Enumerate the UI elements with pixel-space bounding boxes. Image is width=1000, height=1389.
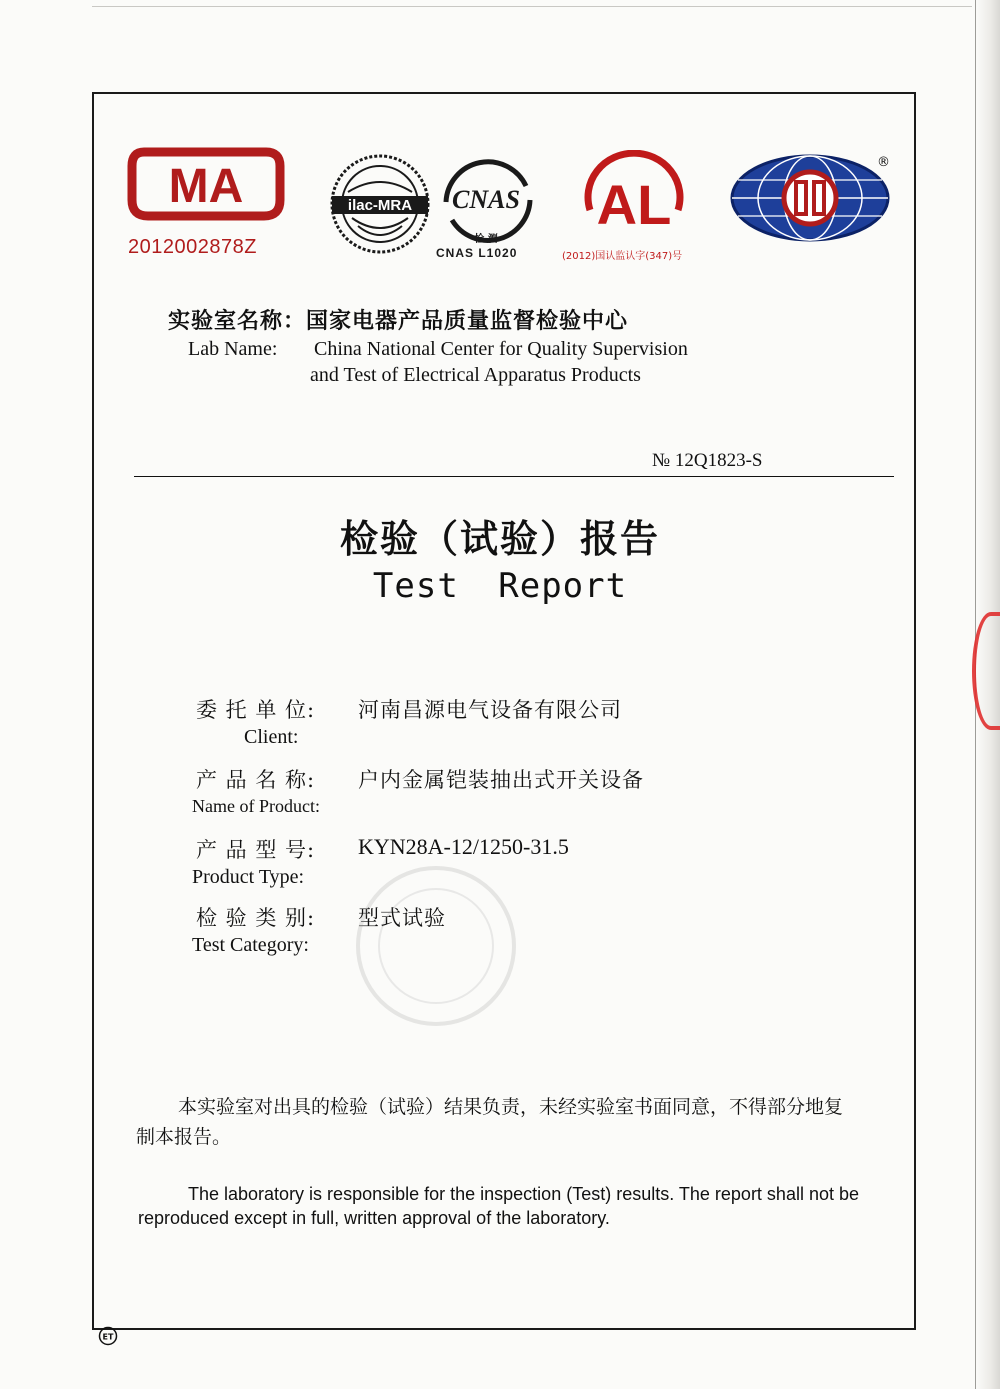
cnas-sub-text: 检 测 (474, 234, 498, 245)
notice-english: The laboratory is responsible for the inspection (Test) results. The report shall not be reproduced except in full, written approval of the laboratory. (138, 1184, 860, 1228)
lab-name-english-line2: and Test of Electrical Apparatus Products (310, 364, 641, 386)
footer-et-mark (98, 1326, 118, 1346)
cma-certificate-number: 2012002878Z (128, 236, 257, 258)
product-name-value: 户内金属铠装抽出式开关设备 (358, 768, 644, 792)
lab-name-chinese: 实验室名称：国家电器产品质量监督检验中心 (168, 309, 629, 334)
page-top-edge (92, 6, 972, 7)
product-type-value: KYN28A-12/1250-31.5 (358, 834, 569, 859)
cal-mark-text: AL (596, 173, 672, 236)
test-category-label-chinese: 检 验 类 别: (196, 906, 316, 930)
client-value: 河南昌源电气设备有限公司 (358, 698, 622, 722)
registered-mark: ® (877, 155, 890, 170)
report-title-chinese: 检验（试验）报告 (339, 517, 660, 561)
product-type-label-english: Product Type: (192, 866, 305, 888)
notice-chinese: 本实验室对出具的检验（试验）结果负责，未经实验室书面同意，不得部分地复制本报告。 (136, 1096, 844, 1148)
cma-logo (126, 140, 286, 240)
report-title-english: Test Report (372, 566, 628, 606)
ilac-mra-logo (328, 152, 432, 256)
product-type-label-chinese: 产 品 型 号: (196, 838, 316, 862)
report-number: № 12Q1823-S (652, 450, 763, 471)
client-label-english: Client: (244, 726, 299, 748)
test-category-label-english: Test Category: (192, 934, 309, 956)
cal-logo (576, 150, 692, 246)
client-label-chinese: 委 托 单 位: (196, 698, 316, 722)
ilac-mark-text: ilac-MRA (347, 197, 413, 214)
cal-certificate-number: (2012)国认监认字(347)号 (562, 251, 683, 262)
test-category-value: 型式试验 (358, 906, 446, 930)
embossed-seal (356, 866, 516, 1026)
cma-mark-text: MA (168, 160, 244, 213)
cnas-logo (434, 156, 540, 246)
lab-name-label: Lab Name: (188, 338, 278, 360)
lab-name-english-line1: China National Center for Quality Supervision (314, 338, 688, 360)
product-name-label-chinese: 产 品 名 称: (196, 768, 316, 792)
product-name-label-english: Name of Product: (192, 796, 320, 816)
cqc-globe-logo (730, 152, 896, 244)
footer-mark-text: ET (102, 1332, 114, 1342)
header-divider (134, 476, 894, 477)
cnas-mark-text: CNAS (452, 185, 520, 214)
cnas-accreditation-code: CNAS L1020 (436, 246, 518, 260)
